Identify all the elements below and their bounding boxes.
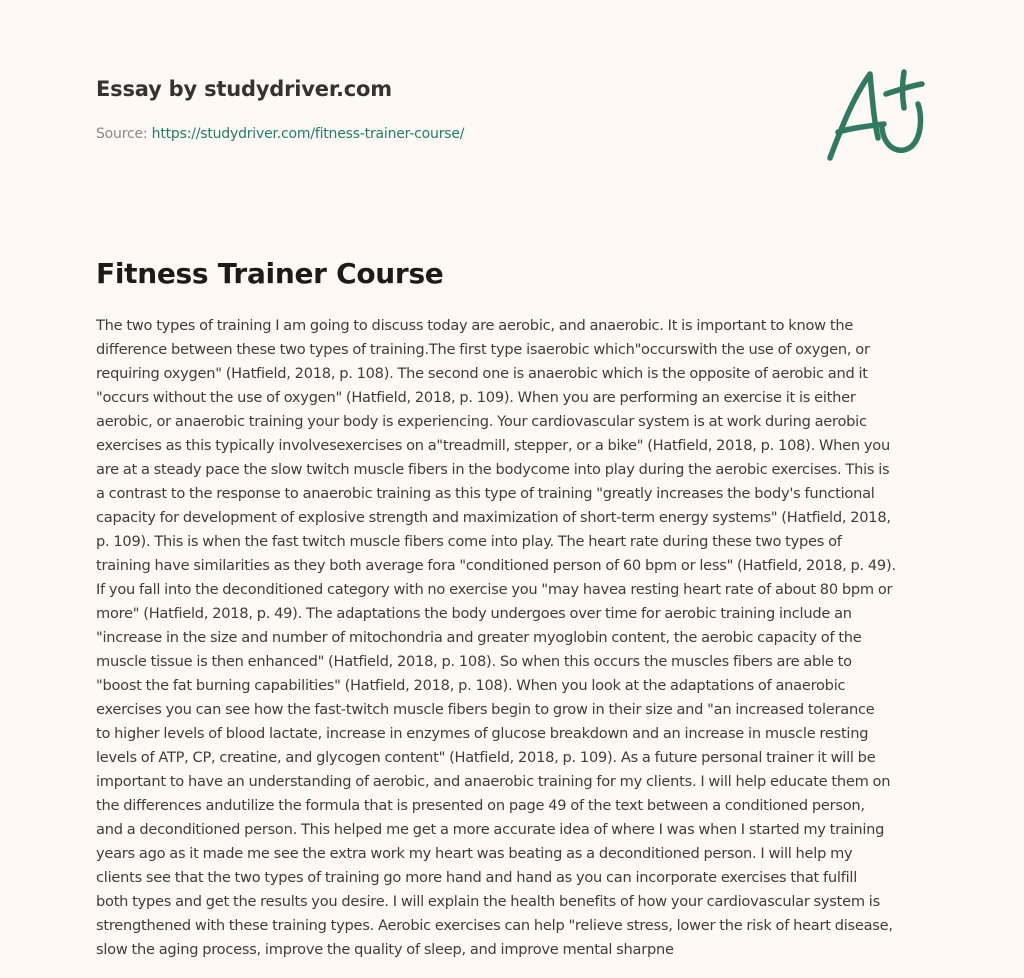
essay-line: are at a steady pace the slow twitch muscle fibers in the bodycome into play during the aerobic exercises. This is	[96, 461, 890, 478]
essay-line: capacity for development of explosive strength and maximization of short-term energy systems" (Hatfield, 2018,	[96, 509, 891, 526]
source-link[interactable]: https://studydriver.com/fitness-trainer-course/	[151, 126, 465, 142]
essay-line: p. 109). This is when the fast twitch muscle fibers come into play. The heart rate during these two types of	[96, 533, 842, 550]
source-label: Source:	[96, 126, 152, 142]
essay-line: both types and get the results you desire. I will explain the health benefits of how your cardiovascular system is	[96, 893, 880, 910]
essay-line: the differences andutilize the formula that is presented on page 49 of the text between a conditioned person,	[96, 797, 865, 814]
essay-line: exercises as this typically involvesexercises on a"treadmill, stepper, or a bike" (Hatfield, 2018, p. 108). When you	[96, 437, 890, 454]
page-title: Fitness Trainer Course	[96, 257, 444, 290]
essay-line: "occurs without the use of oxygen" (Hatfield, 2018, p. 109). When you are performing an exercise it is either	[96, 389, 856, 406]
essay-line: If you fall into the deconditioned category with no exercise you "may havea resting heart rate of about 80 bpm or	[96, 581, 893, 598]
essay-line: years ago as it made me see the extra work my heart was beating as a deconditioned person. I will help my	[96, 845, 853, 862]
site-title: Essay by studydriver.com	[96, 77, 392, 101]
essay-line: muscle tissue is then enhanced" (Hatfield, 2018, p. 108). So when this occurs the muscles fibers are able to	[96, 653, 852, 670]
essay-line: and a deconditioned person. This helped me get a more accurate idea of where I was when I started my training	[96, 821, 885, 838]
essay-body	[96, 314, 932, 962]
a-plus-grade-icon	[822, 66, 932, 166]
essay-line: levels of ATP, CP, creatine, and glycogen content" (Hatfield, 2018, p. 109). As a future personal trainer it will be	[96, 749, 876, 766]
essay-line: exercises you can see how the fast-twitch muscle fibers begin to grow in their size and "an increased tolerance	[96, 701, 875, 718]
essay-line: difference between these two types of training.The first type isaerobic which"occurswith the use of oxygen, or	[96, 341, 870, 358]
essay-line: strengthened with these training types. Aerobic exercises can help "relieve stress, lower the risk of heart disease,	[96, 917, 893, 934]
essay-line: slow the aging process, improve the quality of sleep, and improve mental sharpne	[96, 941, 674, 958]
essay-line: more" (Hatfield, 2018, p. 49). The adaptations the body undergoes over time for aerobic training include an	[96, 605, 852, 622]
essay-header	[96, 74, 936, 142]
essay-line: a contrast to the response to anaerobic training as this type of training "greatly increases the body's functional	[96, 485, 875, 502]
essay-line: training have similarities as they both average fora "conditioned person of 60 bpm or less" (Hatfield, 2018, p. 49).	[96, 557, 896, 574]
essay-line: important to have an understanding of aerobic, and anaerobic training for my clients. I will help educate them on	[96, 773, 891, 790]
essay-line: The two types of training I am going to discuss today are aerobic, and anaerobic. It is important to know the	[96, 317, 854, 334]
essay-line: "boost the fat burning capabilities" (Hatfield, 2018, p. 108). When you look at the adaptations of anaerobic	[96, 677, 846, 694]
essay-line: to higher levels of blood lactate, increase in enzymes of glucose breakdown and an increase in muscle resting	[96, 725, 869, 742]
source-line	[96, 124, 464, 144]
essay-line: aerobic, or anaerobic training your body is experiencing. Your cardiovascular system is at work during aerobic	[96, 413, 867, 430]
essay-line: clients see that the two types of training go more hand and hand as you can incorporate exercises that fulfill	[96, 869, 858, 886]
essay-line: requiring oxygen" (Hatfield, 2018, p. 108). The second one is anaerobic which is the opposite of aerobic and it	[96, 365, 868, 382]
essay-line: "increase in the size and number of mitochondria and greater myoglobin content, the aerobic capacity of the	[96, 629, 862, 646]
